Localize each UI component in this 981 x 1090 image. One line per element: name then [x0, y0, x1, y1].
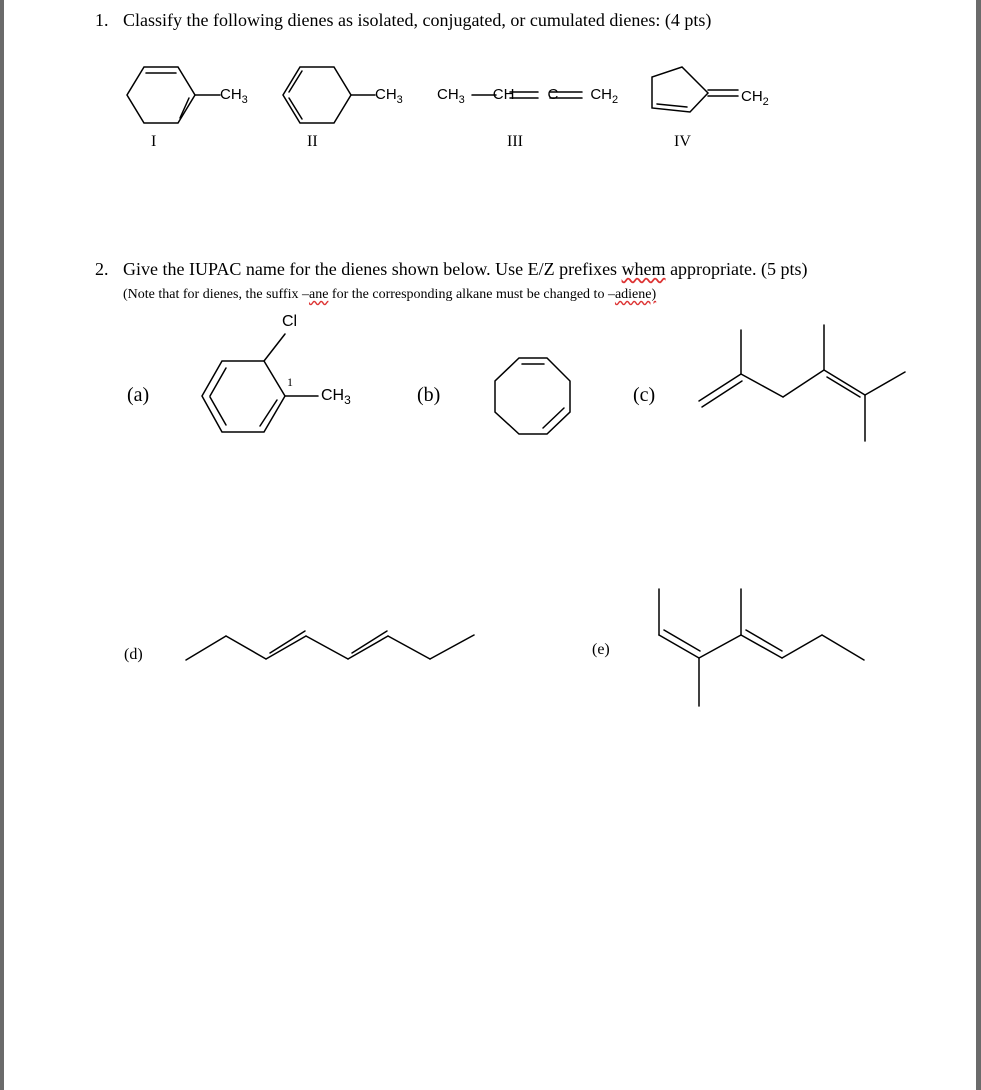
- question-2-text-a: Give the IUPAC name for the dienes shown below. Use E/Z prefixes: [123, 259, 622, 279]
- compound-i-substituent: $CH_3$: [220, 86, 248, 106]
- question-2-text-b: appropriate. (5 pts): [665, 259, 808, 279]
- note-adiene: adiene): [614, 287, 657, 302]
- question-2-number: 2.: [95, 259, 109, 279]
- compound-i-label: I: [151, 133, 157, 150]
- part-c-label: (c): [633, 384, 656, 406]
- compound-i-structure: [127, 67, 220, 123]
- part-b-structure: [495, 358, 570, 434]
- note-part-2: for the corresponding alkane must be changed to –: [328, 287, 615, 302]
- compound-iii-formula: $CH_3$ CH C $CH_2$: [437, 86, 619, 106]
- part-a-structure: [202, 334, 318, 432]
- misspelled-word: whem: [621, 259, 666, 279]
- compound-ii-label: II: [307, 133, 318, 150]
- part-b-label: (b): [417, 384, 441, 406]
- part-a-cl-label: Cl: [282, 313, 298, 330]
- part-c-structure: [699, 325, 905, 441]
- question-1-text: Classify the following dienes as isolated, conjugated, or cumulated dienes: (4 pts): [123, 10, 712, 30]
- compound-ii-substituent: $CH_3$: [375, 86, 403, 106]
- compound-iv-label: IV: [674, 133, 691, 150]
- part-d-label: (d): [124, 646, 143, 663]
- note-part-1: (Note that for dienes, the suffix –: [123, 287, 309, 302]
- compound-iv-structure: [652, 67, 738, 112]
- part-a-ch3-label: $CH_3$: [321, 387, 351, 407]
- compound-ii-structure: [283, 67, 375, 123]
- note-ane: ane: [308, 287, 329, 302]
- part-e-label: (e): [592, 641, 610, 658]
- part-d-structure: [186, 631, 474, 660]
- part-a-locant: 1: [287, 375, 293, 389]
- part-a-label: (a): [127, 384, 150, 406]
- compound-iii-bonds: [472, 92, 582, 98]
- compound-iv-substituent: $CH_2$: [741, 88, 769, 108]
- compound-iii-label: III: [507, 133, 523, 150]
- part-e-structure: [659, 589, 864, 706]
- question-1-number: 1.: [95, 10, 109, 30]
